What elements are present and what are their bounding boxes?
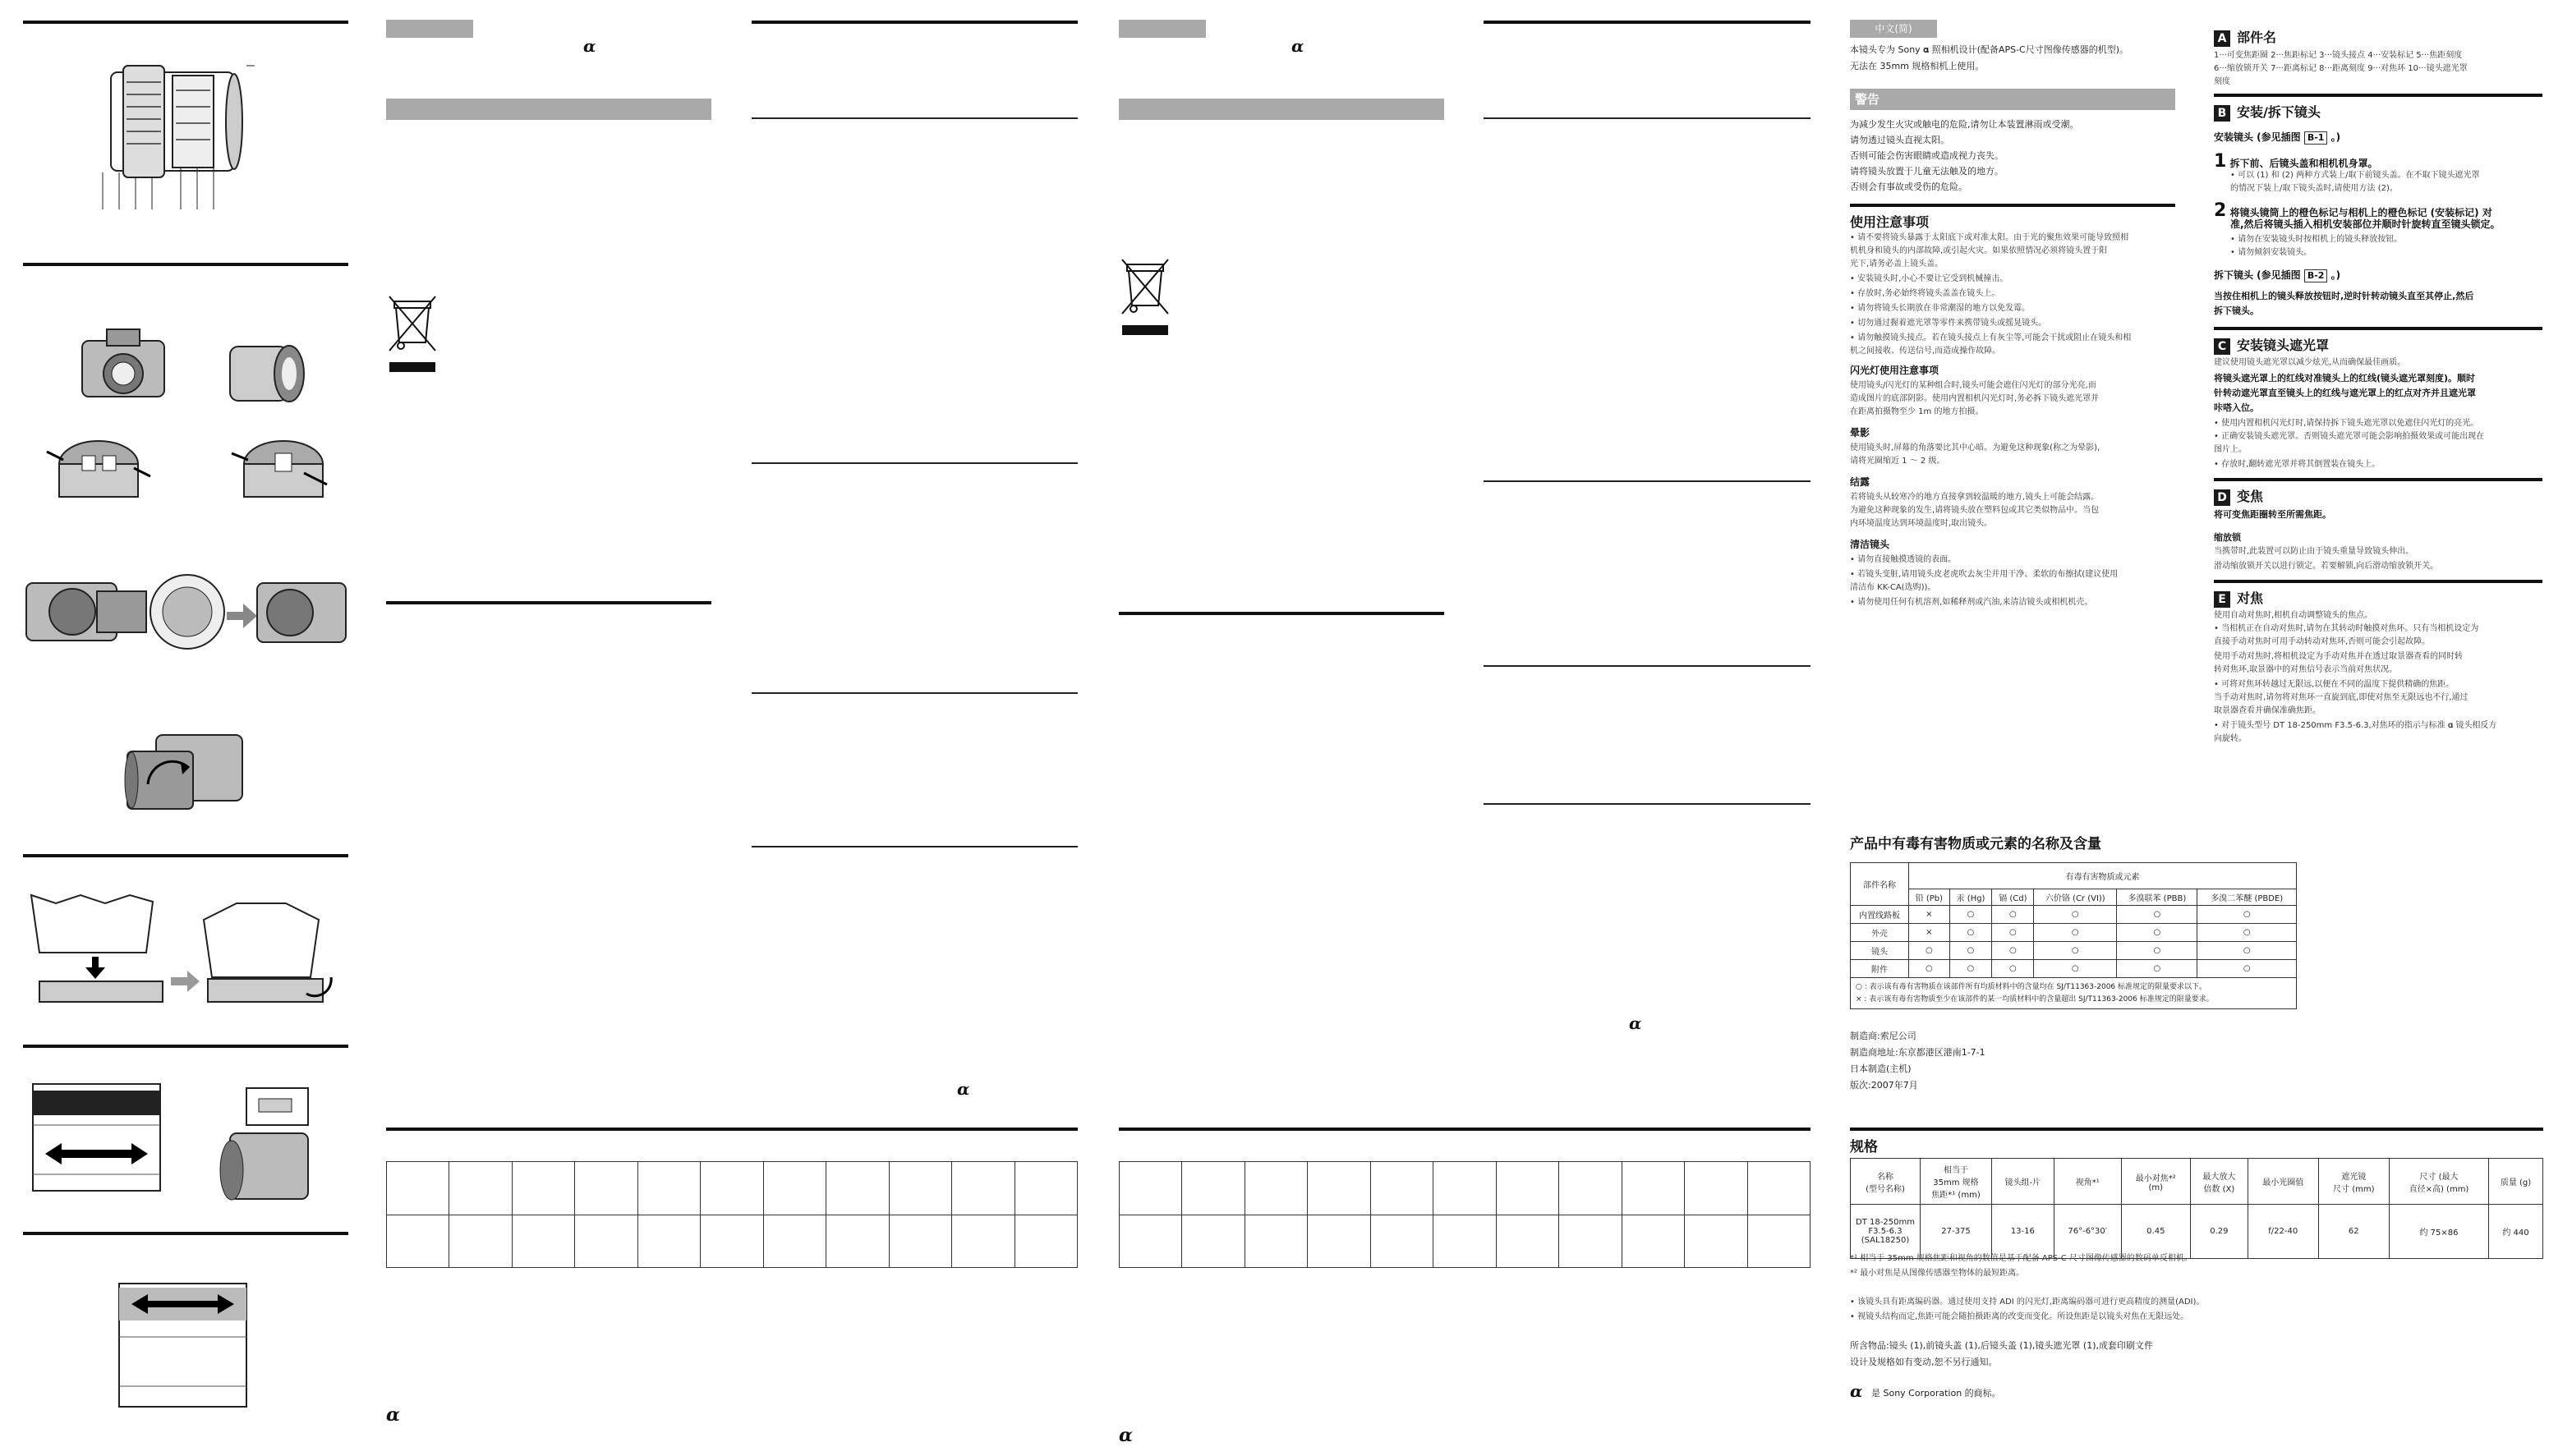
lens-figure <box>222 337 312 411</box>
alpha-logo: α <box>386 1404 400 1426</box>
maker-line: 日本制造(主机) <box>1850 1063 1912 1074</box>
section-a-text: 部件名 <box>2237 30 2277 45</box>
notes-item: 机机身和镜头的内部故障,或引起火灾。如果依照情况必须将镜头置于阳 <box>1850 246 2108 255</box>
hazard-cell: ○ <box>2034 960 2117 978</box>
section-rule <box>23 1045 348 1048</box>
hazard-cell: ○ <box>2034 906 2117 924</box>
specs-title: 规格 <box>1850 1139 1878 1155</box>
parts-line: 6···缩放锁开关 7···距离标记 8···距离刻度 9···对焦环 10···镜头遮光罩 <box>2214 64 2468 73</box>
hazard-table <box>1850 862 2297 1009</box>
section-rule <box>2214 94 2542 97</box>
section-rule <box>1119 612 1444 615</box>
vignetting-line: 请将光圈缩近 1 ～ 2 级。 <box>1850 457 1945 466</box>
section-e-label: E <box>2214 591 2230 608</box>
language-tab <box>1119 20 1206 38</box>
section-a-title <box>2214 27 2276 47</box>
section-rule <box>386 601 711 604</box>
hood-line: 将镜头遮光罩上的红线对准镜头上的红线(镜头遮光罩刻度)。顺时 <box>2214 373 2476 384</box>
hood-bullet: • 正确安装镜头遮光罩。否则镜头遮光罩可能会影响拍摄效果或可能出现在 <box>2214 432 2485 441</box>
focus-line: 转对焦环,取景器中的对焦信号表示当前对焦状况。 <box>2214 665 2398 674</box>
spec-cell: 76°-6°30′ <box>2054 1205 2121 1259</box>
hood-bullet: • 使用内置相机闪光灯时,请保持拆下镜头遮光罩以免遮住闪光灯的亮光。 <box>2214 419 2479 428</box>
section-rule <box>23 1232 348 1235</box>
step-bullet: • 请勿倾斜安装镜头。 <box>2230 248 2312 257</box>
cleaning-title: 清洁镜头 <box>1850 539 1890 550</box>
hazard-cell: ○ <box>2197 942 2297 960</box>
section-rule <box>752 21 1078 24</box>
warning-line: 否则可能会伤害眼睛或造成视力丧失。 <box>1850 150 2004 161</box>
section-e-title <box>2214 588 2263 608</box>
spec-cell: 约 440 <box>2489 1205 2543 1259</box>
language-tab: 中文(简) <box>1850 20 1937 38</box>
alpha-logo: α <box>1119 1425 1133 1446</box>
hazard-col-part: 部件名称 <box>1851 863 1909 906</box>
hazard-cell: ○ <box>1909 942 1950 960</box>
spec-header: 镜头组-片 <box>1992 1159 2054 1205</box>
lens-cap-figure-1 <box>45 427 152 513</box>
section-rule <box>386 1128 1078 1131</box>
intro-line: 无法在 35mm 规格相机上使用。 <box>1850 61 1985 71</box>
section-rule <box>2214 327 2542 330</box>
hood-bullet: 图片上。 <box>2214 445 2247 454</box>
notes-item: • 请勿触摸镜头接点。若在镜头接点上有灰尘等,可能会干扰或阻止在镜头和相 <box>1850 333 2132 342</box>
intro-line: 本镜头专为 Sony 𝛂 照相机设计(配备APS-C尺寸图像传感器的机型)。 <box>1850 44 2129 55</box>
maker-line: 制造商:索尼公司 <box>1850 1031 1916 1041</box>
hazard-cell: ○ <box>2197 906 2297 924</box>
section-b-label: B <box>2214 105 2230 122</box>
section-c-label: C <box>2214 338 2230 355</box>
cleaning-line: • 若镜头变脏,请用镜头皮老虎吹去灰尘并用干净、柔软的布擦拭(建议使用 <box>1850 570 2119 579</box>
vignetting-line: 使用镜头时,屏幕的角落要比其中心暗。为避免这种现象(称之为晕影), <box>1850 443 2100 452</box>
spec-header: 最小对焦*² (m) <box>2121 1159 2190 1205</box>
hazard-part: 镜头 <box>1851 942 1909 960</box>
table-row <box>1851 906 2297 924</box>
warning-bar <box>386 99 711 120</box>
warning-bar <box>1119 99 1444 120</box>
remove-lens-figure <box>123 727 246 821</box>
alpha-logo: α <box>1850 1381 1863 1401</box>
hazard-part: 附件 <box>1851 960 1909 978</box>
spec-cell: 13-16 <box>1992 1205 2054 1259</box>
section-rule <box>1850 1128 2543 1131</box>
weee-bin-icon <box>1119 255 1171 341</box>
notes-item: • 切勿通过握着遮光罩等零件来携带镜头或摇晃镜头。 <box>1850 319 2047 328</box>
condensation-line: 若将镜头从较寒冷的地方直接拿到较温暖的地方,镜头上可能会结露。 <box>1850 493 2100 502</box>
section-rule <box>1484 803 1811 805</box>
cleaning-line: • 请勿直接触摸透镜的表面。 <box>1850 555 1957 564</box>
notes-item: • 安装镜头时,小心不要让它受到机械撞击。 <box>1850 274 2008 283</box>
zoom-lock-title: 缩放锁 <box>2214 532 2241 543</box>
step-text: 将镜头镜筒上的橙色标记与相机上的橙色标记 (安装标记) 对 <box>2229 207 2492 218</box>
step-bullet: • 请勿在安装镜头时按相机上的镜头释放按钮。 <box>2230 235 2403 244</box>
lens-hood-figure <box>23 887 348 1010</box>
section-c-text: 安装镜头遮光罩 <box>2237 338 2330 353</box>
included-items: 所含物品:镜头 (1),前镜头盖 (1),后镜头盖 (1),镜头遮光罩 (1),成套印刷文件 <box>1850 1340 2154 1351</box>
section-d-text: 变焦 <box>2237 489 2264 504</box>
focus-line: 当手动对焦时,请勿将对焦环一直旋到底,即使对焦至无限远也不行,通过 <box>2214 693 2468 702</box>
alpha-logo: α <box>957 1079 970 1099</box>
notes-item: • 请勿将镜头长期放在非常潮湿的地方以免发霉。 <box>1850 304 2031 313</box>
spec-header: 尺寸 (最大 直径×高) (mm) <box>2389 1159 2488 1205</box>
hood-line: 针转动遮光罩直至镜头上的红线与遮光罩上的红点对齐并且遮光罩 <box>2214 388 2476 398</box>
section-rule <box>2214 478 2542 481</box>
alpha-logo: α <box>583 36 596 56</box>
step-bullet: 的情况下装上/取下镜头盖时,请使用方法 (2)。 <box>2230 184 2398 193</box>
spec-header: 遮光镜 尺寸 (mm) <box>2318 1159 2389 1205</box>
step-number: 1 <box>2214 151 2227 172</box>
parts-line: 1···可变焦距圈 2···焦距标记 3···镜头接点 4···安装标记 5···焦距刻度 <box>2214 51 2463 60</box>
hazard-cell: ○ <box>2117 960 2197 978</box>
hood-bullet: • 存放时,翻转遮光罩并将其倒置装在镜头上。 <box>2214 460 2381 469</box>
figure-ref: B-1 <box>2304 131 2328 145</box>
cleaning-line: • 请勿使用任何有机溶剂,如稀释剂或汽油,来清洁镜头或相机机壳。 <box>1850 598 2093 607</box>
hazard-cell: ○ <box>1992 942 2034 960</box>
hazard-cell: × <box>1909 924 1950 942</box>
mount-lens-figure <box>23 567 348 657</box>
section-rule <box>752 846 1078 847</box>
section-rule <box>752 117 1078 119</box>
hazard-cell: ○ <box>1949 960 1992 978</box>
hazard-cell: ○ <box>1909 960 1950 978</box>
spec-header: 相当于 35mm 规格 焦距*¹ (mm) <box>1921 1159 1992 1205</box>
condensation-title: 结露 <box>1850 476 1870 488</box>
warning-line: 否则会有事故或受伤的危险。 <box>1850 181 1967 192</box>
spec-cell: DT 18-250mm F3.5-6.3 (SAL18250) <box>1851 1205 1921 1259</box>
hazard-cell: ○ <box>1949 906 1992 924</box>
warning-line: 请勿透过镜头直视太阳。 <box>1850 135 1949 145</box>
warning-line: 请将镜头放置于儿童无法触及的地方。 <box>1850 166 2004 177</box>
section-rule <box>1484 21 1811 24</box>
section-a-label: A <box>2214 30 2230 47</box>
mount-heading-text: 安装镜头 (参见插图 <box>2214 131 2301 143</box>
hazard-cell: ○ <box>2117 906 2197 924</box>
section-rule <box>1484 480 1811 482</box>
alpha-logo: α <box>1629 1013 1642 1033</box>
section-rule <box>23 854 348 857</box>
hazard-notes <box>1851 978 2297 1009</box>
section-rule <box>23 21 348 24</box>
remove-line: 当按住相机上的镜头释放按钮时,逆时针转动镜头直至其停止,然后 <box>2214 291 2474 301</box>
hazard-cell: ○ <box>1992 924 2034 942</box>
section-rule <box>752 462 1078 464</box>
table-row <box>1851 960 2297 978</box>
hazard-cell: ○ <box>2197 924 2297 942</box>
focus-line: 向旋转。 <box>2214 734 2247 743</box>
focus-line: 使用手动对焦时,将相机设定为手动对焦并在透过取景器查看的同时转 <box>2214 652 2464 661</box>
hazard-cell: ○ <box>2034 924 2117 942</box>
section-rule <box>1119 1128 1811 1131</box>
notes-item: 机之间接收、传送信号,而造成操作故障。 <box>1850 347 2001 356</box>
hazard-cell: ○ <box>2117 942 2197 960</box>
warning-line: 为减少发生火灾或触电的危险,请勿让本装置淋雨或受潮。 <box>1850 119 2079 130</box>
hazard-note-x: × : 表示该有毒有害物质至少在该部件的某一均质材料中的含量超出 SJ/T11363-2006 标准规定的限量要求。 <box>1856 994 2214 1004</box>
table-row <box>1851 942 2297 960</box>
remove-heading: 拆下镜头 (参见插图 B-2 。) <box>2214 269 2341 281</box>
flash-line: 使用镜头/闪光灯的某种组合时,镜头可能会遮住闪光灯的部分光亮,而 <box>1850 381 2096 390</box>
hazard-col: 镉 (Cd) <box>1992 889 2034 906</box>
vignetting-title: 晕影 <box>1850 427 1870 439</box>
hazard-title: 产品中有毒有害物质或元素的名称及含量 <box>1850 836 2101 852</box>
hazard-part: 外壳 <box>1851 924 1909 942</box>
lens-cap-figure-2 <box>230 427 337 513</box>
zoom-lock-line: 滑动缩放锁开关以进行锁定。若要解锁,向后滑动缩放锁开关。 <box>2214 562 2439 571</box>
notes-item: • 请不要将镜头暴露于太阳底下或对准太阳。由于光的聚焦效果可能导致照相 <box>1850 233 2129 242</box>
hazard-cell: ○ <box>1949 924 1992 942</box>
parts-line: 刻度 <box>2214 77 2230 86</box>
step-text: 拆下前、后镜头盖和相机机身罩。 <box>2229 158 2378 169</box>
zoom-ring-figure <box>29 1076 164 1199</box>
step-2-cont: 准,然后将镜头插入相机安装部位并顺时针旋转直至镜头锁定。 <box>2230 218 2501 230</box>
section-c-title <box>2214 335 2329 355</box>
hazard-col: 铅 (Pb) <box>1909 889 1950 906</box>
spec-cell: 27-375 <box>1921 1205 1992 1259</box>
flash-title: 闪光灯使用注意事项 <box>1850 365 1939 376</box>
focus-line: • 对于镜头型号 DT 18-250mm F3.5-6.3,对焦环的指示与标准 𝛂 镜头相反方 <box>2214 721 2497 730</box>
hazard-col: 汞 (Hg) <box>1949 889 1992 906</box>
spec-cell: f/22-40 <box>2248 1205 2318 1259</box>
section-rule <box>23 263 348 266</box>
hazard-cell: × <box>1909 906 1950 924</box>
remove-heading-text: 拆下镜头 (参见插图 <box>2214 269 2301 281</box>
table-row <box>1851 924 2297 942</box>
mount-heading: 安装镜头 (参见插图 B-1 。) <box>2214 131 2341 143</box>
trademark-line: 是 Sony Corporation 的商标。 <box>1871 1388 2001 1399</box>
hood-line: 咔嗒入位。 <box>2214 402 2259 413</box>
hazard-cell: ○ <box>1992 960 2034 978</box>
zoom-lock-line: 当携带时,此装置可以防止由于镜头重量导致镜头伸出。 <box>2214 547 2414 556</box>
section-d-label: D <box>2214 489 2230 506</box>
spec-note: • 该镜头具有距离编码器。通过使用支持 ADI 的闪光灯,距离编码器可进行更高精度的测量(ADI)。 <box>1850 1298 2205 1307</box>
section-e-text: 对焦 <box>2237 590 2264 606</box>
hood-line: 建议使用镜头遮光罩以减少炫光,从而确保最佳画质。 <box>2214 358 2406 367</box>
hazard-cell: ○ <box>2117 924 2197 942</box>
focus-line: 直接手动对焦时可用手动转动对焦环,否则可能会引起故障。 <box>2214 637 2431 646</box>
warning-title: 警告 <box>1855 92 1880 107</box>
spec-header: 名称 (型号名称) <box>1851 1159 1921 1205</box>
focus-line: 使用自动对焦时,相机自动调整镜头的焦点。 <box>2214 611 2373 620</box>
spec-table-empty-1 <box>386 1161 1078 1268</box>
spec-header: 质量 (g) <box>2489 1159 2543 1205</box>
spec-cell: 约 75×86 <box>2389 1205 2488 1259</box>
step-bullet: • 可以 (1) 和 (2) 两种方式装上/取下前镜头盖。在不取下镜头遮光罩 <box>2230 171 2480 180</box>
spec-note: • 视镜头结构而定,焦距可能会随拍摄距离的改变而变化。所设焦距是以镜头对焦在无限远处。 <box>1850 1312 2189 1321</box>
maker-line: 制造商地址:东京都港区港南1-7-1 <box>1850 1047 1985 1058</box>
notes-title: 使用注意事项 <box>1850 214 1930 230</box>
maker-line: 版次:2007年7月 <box>1850 1080 1918 1091</box>
spec-header: 视角*¹ <box>2054 1159 2121 1205</box>
section-b-title <box>2214 102 2321 122</box>
section-b-text: 安装/拆下镜头 <box>2237 104 2321 120</box>
section-rule <box>1850 204 2175 207</box>
focus-line: 取景器查看并确保准确焦距。 <box>2214 706 2321 715</box>
flash-line: 造成图片的底部阴影。使用内置相机闪光灯时,务必拆下镜头遮光罩并 <box>1850 394 2100 403</box>
section-rule <box>752 692 1078 694</box>
focus-line: • 可将对焦环转越过无限远,以便在不同的温度下提供精确的焦距。 <box>2214 680 2455 689</box>
section-rule <box>2214 580 2542 583</box>
section-rule <box>1484 117 1811 119</box>
table-row <box>1851 1205 2543 1259</box>
focus-ring-figure <box>115 1279 251 1411</box>
lens-parts-figure <box>90 57 279 222</box>
hazard-cell: ○ <box>1949 942 1992 960</box>
flash-line: 在距离拍摄物至少 1m 的地方拍摄。 <box>1850 407 1984 416</box>
spec-cell: 0.45 <box>2121 1205 2190 1259</box>
focus-line: • 当相机正在自动对焦时,请勿在其转动时触摸对焦环。只有当相机设定为 <box>2214 624 2479 633</box>
hazard-col-group: 有毒有害物质或元素 <box>1909 863 2297 889</box>
hazard-cell: ○ <box>2197 960 2297 978</box>
design-notice: 设计及规格如有变动,恕不另行通知。 <box>1850 1357 1998 1367</box>
hazard-cell: ○ <box>1992 906 2034 924</box>
spec-cell: 62 <box>2318 1205 2389 1259</box>
zoom-line: 将可变焦距圈转至所需焦距。 <box>2214 509 2331 520</box>
zoom-lock-figure <box>214 1084 312 1207</box>
spec-footnote: *¹ 相当于 35mm 规格焦距和视角的数值是基于配备 APS-C 尺寸图像传感器的数码单反相机。 <box>1850 1254 2192 1263</box>
alpha-logo: α <box>1291 36 1304 56</box>
hazard-note-o: ○ : 表示该有毒有害物质在该部件所有均质材料中的含量均在 SJ/T11363-2006 标准规定的限量要求以下。 <box>1856 982 2207 991</box>
weee-bin-icon <box>386 292 439 378</box>
figure-ref: B-2 <box>2304 269 2328 282</box>
notes-item: • 存放时,务必始终将镜头盖盖在镜头上。 <box>1850 289 2000 298</box>
spec-cell: 0.29 <box>2190 1205 2248 1259</box>
cleaning-line: 清洁布 KK-CA(选购))。 <box>1850 583 1936 592</box>
warning-bar <box>1850 89 2175 110</box>
spec-header: 最小光圈值 <box>2248 1159 2318 1205</box>
section-rule <box>1484 665 1811 667</box>
section-d-title <box>2214 486 2263 506</box>
spec-header: 最大放大 倍数 (X) <box>2190 1159 2248 1205</box>
hazard-col: 六价铬 (Cr (VI)) <box>2034 889 2117 906</box>
hazard-col: 多溴二苯醚 (PBDE) <box>2197 889 2297 906</box>
hazard-part: 内置线路板 <box>1851 906 1909 924</box>
condensation-line: 为避免这种现象的发生,请将镜头放在塑料包或其它类似物品中。当包 <box>1850 506 2100 515</box>
spec-table-empty-2 <box>1119 1161 1811 1268</box>
step-number: 2 <box>2214 200 2227 221</box>
condensation-line: 内环境温度达到环境温度时,取出镜头。 <box>1850 519 1993 528</box>
camera-body-figure <box>78 324 168 402</box>
notes-item: 光下,请务必盖上镜头盖。 <box>1850 260 1944 269</box>
hazard-col: 多溴联苯 (PBB) <box>2117 889 2197 906</box>
remove-line: 拆下镜头。 <box>2214 305 2259 316</box>
specs-table <box>1850 1158 2543 1259</box>
hazard-cell: ○ <box>2034 942 2117 960</box>
language-tab <box>386 20 473 38</box>
spec-footnote: *² 最小对焦是从图像传感器至物体的最短距离。 <box>1850 1269 2025 1278</box>
